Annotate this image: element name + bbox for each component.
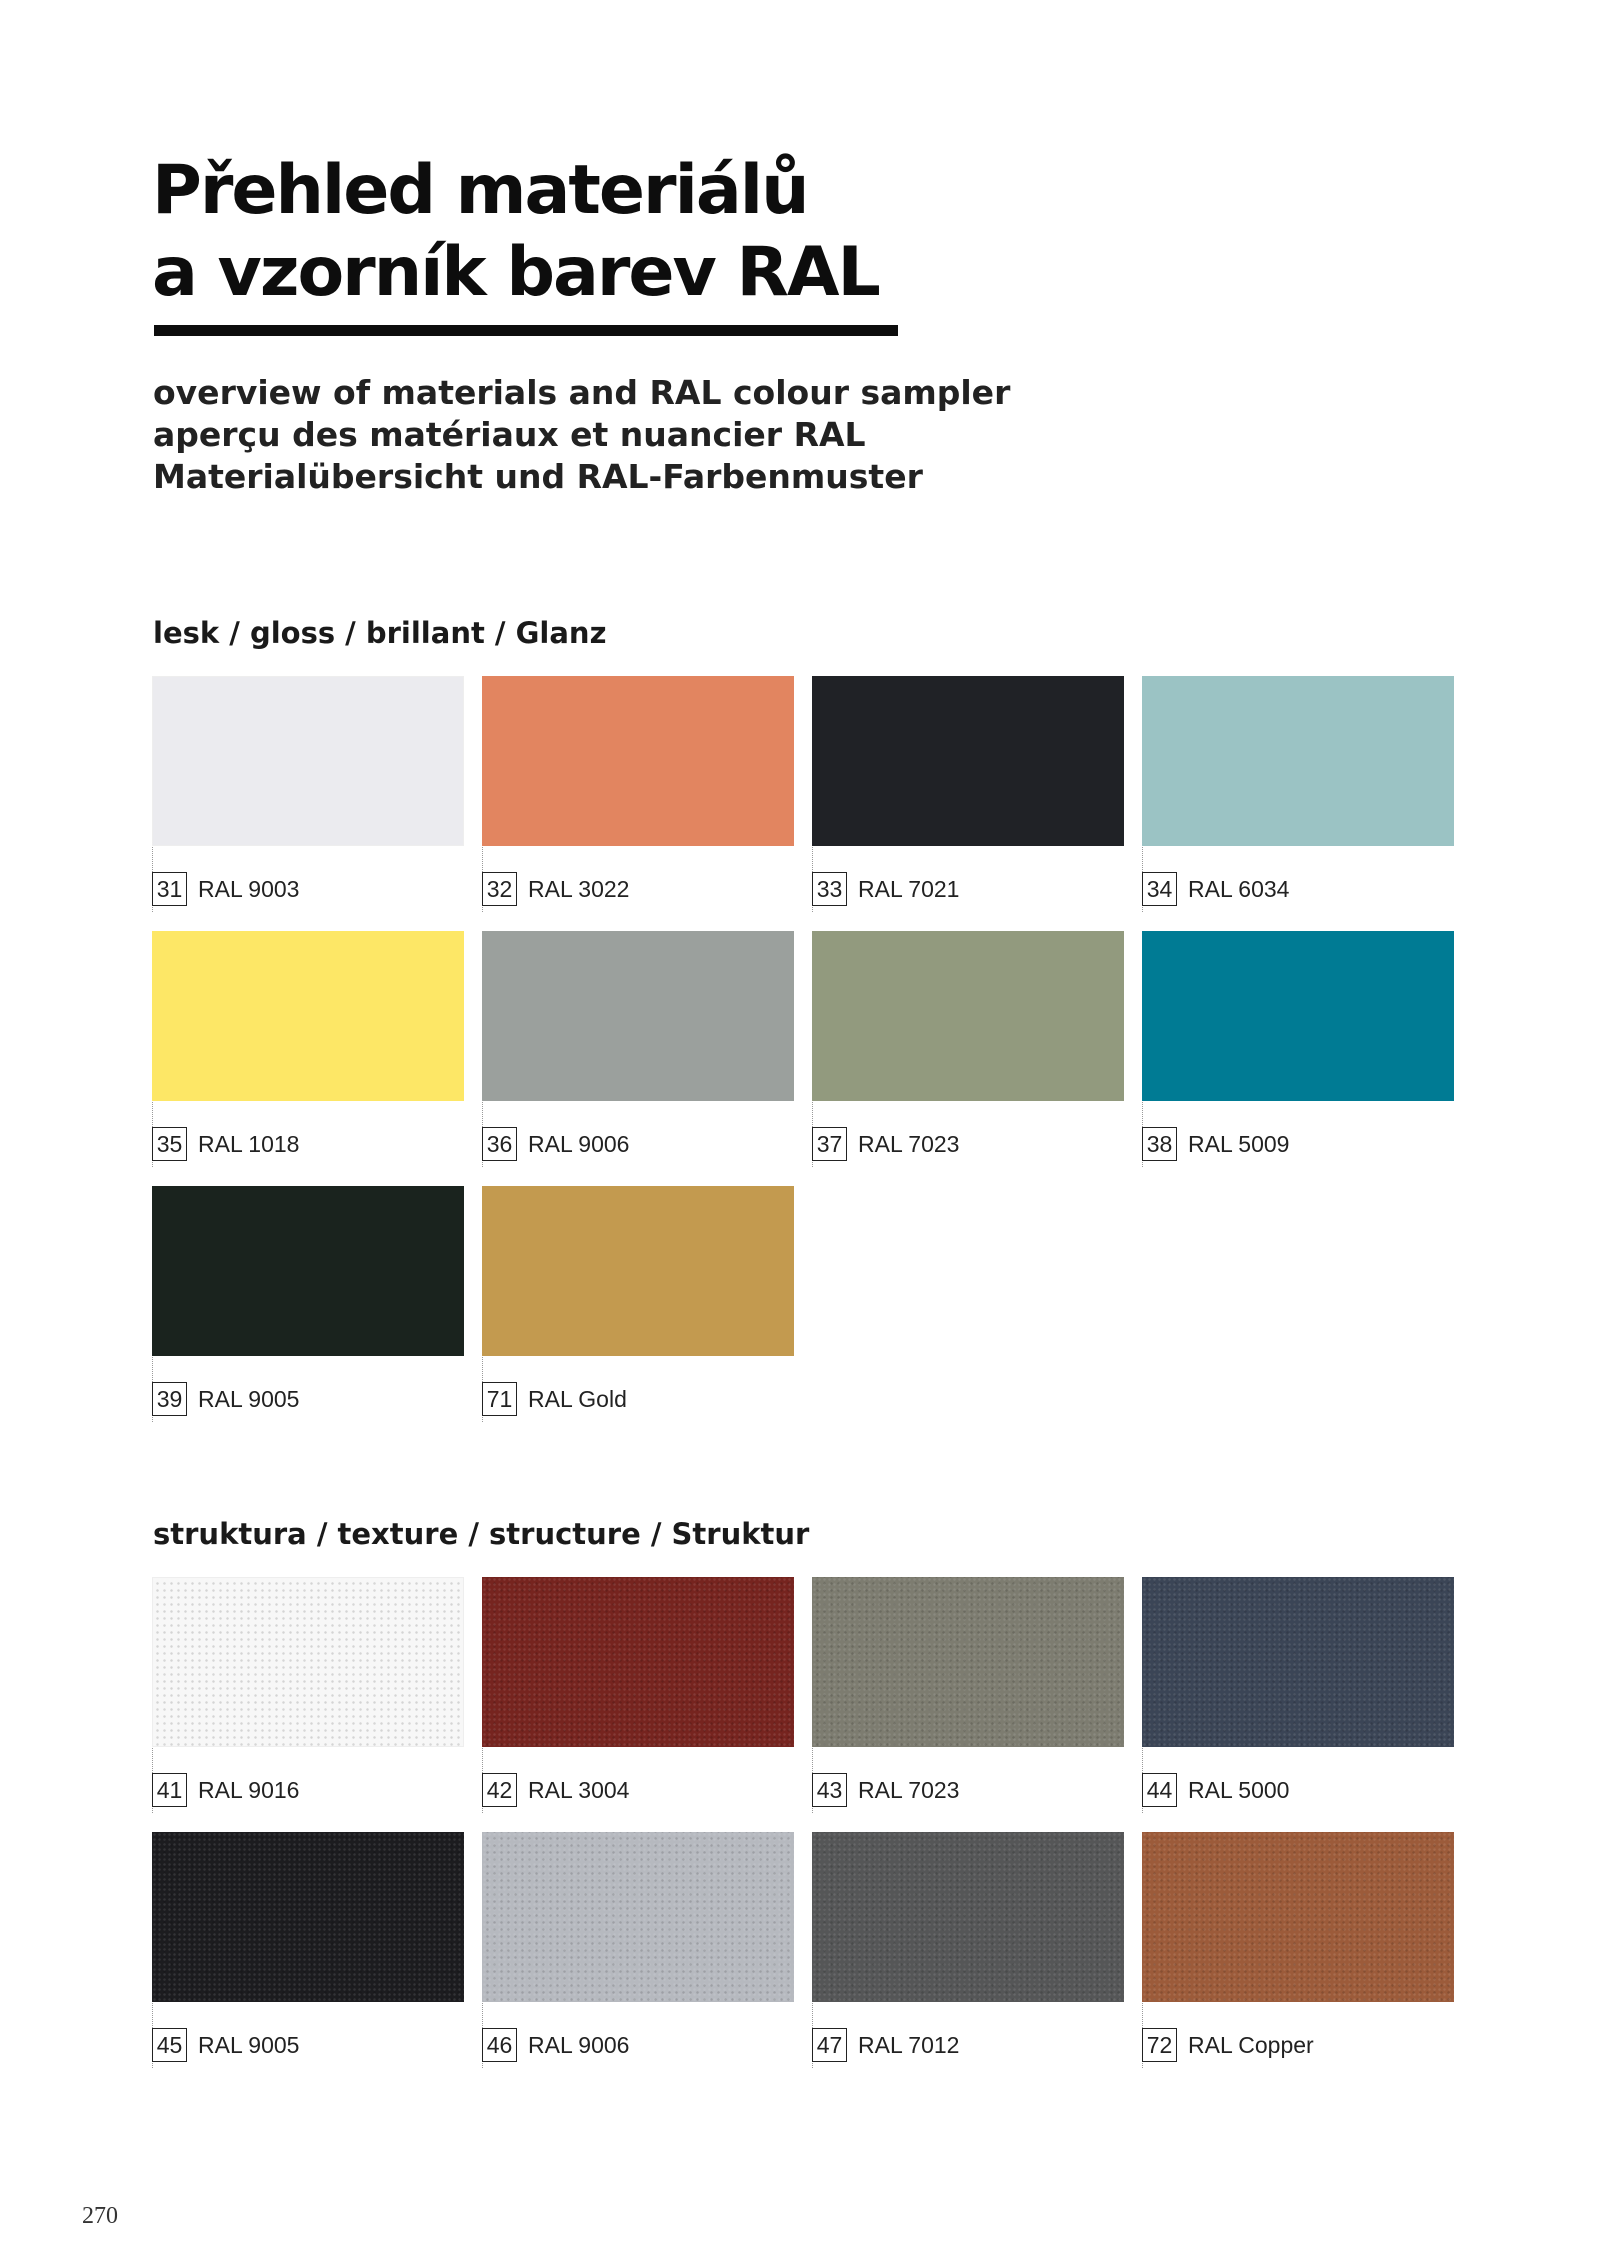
swatch-name: RAL 5009: [1188, 1130, 1290, 1157]
swatch-label: [1142, 1127, 1289, 1161]
title-underline: [154, 325, 898, 336]
color-swatch: [482, 1832, 794, 2002]
color-swatch: [812, 676, 1124, 846]
color-swatch: [152, 1186, 464, 1356]
swatch-label: [482, 2028, 629, 2062]
page-title-line-2: a vzorník barev RAL: [152, 233, 879, 312]
page-title: [152, 150, 879, 314]
color-swatch: [482, 676, 794, 846]
swatch-card: [152, 676, 464, 912]
swatch-name: RAL 9005: [198, 2031, 300, 2058]
swatch-number: 41: [152, 1773, 187, 1807]
swatch-card: [812, 1577, 1124, 1813]
swatch-number: 38: [1142, 1127, 1177, 1161]
swatch-label: [152, 1127, 299, 1161]
swatch-number: 46: [482, 2028, 517, 2062]
swatch-name: RAL 3022: [528, 875, 630, 902]
swatch-label: [812, 872, 959, 906]
swatch-label: [482, 1773, 629, 1807]
swatch-number: 33: [812, 872, 847, 906]
swatch-label: [482, 1382, 627, 1416]
color-swatch: [152, 1577, 464, 1747]
page-number: 270: [82, 2203, 118, 2229]
swatch-name: RAL 7023: [858, 1776, 960, 1803]
swatch-card: [812, 931, 1124, 1167]
swatch-number: 71: [482, 1382, 517, 1416]
page-title-line-1: Přehled materiálů: [152, 151, 808, 230]
swatch-card: [1142, 931, 1454, 1167]
swatch-card: [1142, 1577, 1454, 1813]
swatch-label: [482, 872, 629, 906]
color-swatch: [812, 1832, 1124, 2002]
swatch-name: RAL 7021: [858, 875, 960, 902]
swatch-number: 44: [1142, 1773, 1177, 1807]
swatch-number: 42: [482, 1773, 517, 1807]
swatch-number: 43: [812, 1773, 847, 1807]
swatch-card: [812, 1832, 1124, 2068]
swatch-number: 35: [152, 1127, 187, 1161]
swatch-number: 45: [152, 2028, 187, 2062]
color-swatch: [152, 931, 464, 1101]
color-swatch: [1142, 1832, 1454, 2002]
swatch-label: [812, 1127, 959, 1161]
swatch-card: [1142, 1832, 1454, 2068]
swatch-name: RAL Copper: [1188, 2031, 1314, 2058]
swatch-label: [482, 1127, 629, 1161]
swatch-card: [482, 676, 794, 912]
subtitle-german: Materialübersicht und RAL-Farbenmuster: [153, 457, 923, 496]
color-swatch: [152, 676, 464, 846]
swatch-card: [152, 1832, 464, 2068]
color-swatch: [482, 1577, 794, 1747]
swatch-name: RAL 7023: [858, 1130, 960, 1157]
swatch-name: RAL 6034: [1188, 875, 1290, 902]
swatch-label: [152, 872, 299, 906]
subtitle-english: overview of materials and RAL colour sampler: [153, 373, 1011, 412]
section-heading-texture: struktura / texture / structure / Struktur: [153, 1517, 810, 1551]
color-swatch: [482, 931, 794, 1101]
swatch-label: [1142, 872, 1289, 906]
swatch-number: 39: [152, 1382, 187, 1416]
color-swatch: [1142, 931, 1454, 1101]
section-heading-gloss: lesk / gloss / brillant / Glanz: [153, 616, 607, 650]
swatch-label: [812, 1773, 959, 1807]
swatch-name: RAL 9016: [198, 1776, 300, 1803]
swatch-card: [482, 1186, 794, 1422]
subtitle-french: aperçu des matériaux et nuancier RAL: [153, 415, 866, 454]
swatch-number: 31: [152, 872, 187, 906]
swatch-label: [1142, 1773, 1289, 1807]
swatch-card: [812, 676, 1124, 912]
swatch-label: [152, 1382, 299, 1416]
color-swatch: [152, 1832, 464, 2002]
swatch-card: [482, 931, 794, 1167]
swatch-name: RAL 5000: [1188, 1776, 1290, 1803]
swatch-name: RAL 9003: [198, 875, 300, 902]
swatch-card: [1142, 676, 1454, 912]
color-swatch: [1142, 676, 1454, 846]
swatch-number: 32: [482, 872, 517, 906]
swatch-card: [482, 1577, 794, 1813]
swatch-name: RAL 9006: [528, 2031, 630, 2058]
swatch-name: RAL 7012: [858, 2031, 960, 2058]
swatch-name: RAL 3004: [528, 1776, 630, 1803]
swatch-number: 36: [482, 1127, 517, 1161]
swatch-number: 34: [1142, 872, 1177, 906]
swatch-name: RAL 9006: [528, 1130, 630, 1157]
swatch-name: RAL Gold: [528, 1385, 627, 1412]
swatch-label: [1142, 2028, 1314, 2062]
swatch-number: 72: [1142, 2028, 1177, 2062]
swatch-label: [812, 2028, 959, 2062]
color-swatch: [482, 1186, 794, 1356]
color-swatch: [812, 1577, 1124, 1747]
swatch-name: RAL 1018: [198, 1130, 300, 1157]
swatch-number: 47: [812, 2028, 847, 2062]
swatch-name: RAL 9005: [198, 1385, 300, 1412]
swatch-card: [152, 931, 464, 1167]
color-swatch: [812, 931, 1124, 1101]
swatch-card: [152, 1186, 464, 1422]
color-swatch: [1142, 1577, 1454, 1747]
swatch-card: [152, 1577, 464, 1813]
swatch-label: [152, 1773, 299, 1807]
swatch-label: [152, 2028, 299, 2062]
swatch-card: [482, 1832, 794, 2068]
swatch-number: 37: [812, 1127, 847, 1161]
subtitles: [153, 372, 1010, 498]
